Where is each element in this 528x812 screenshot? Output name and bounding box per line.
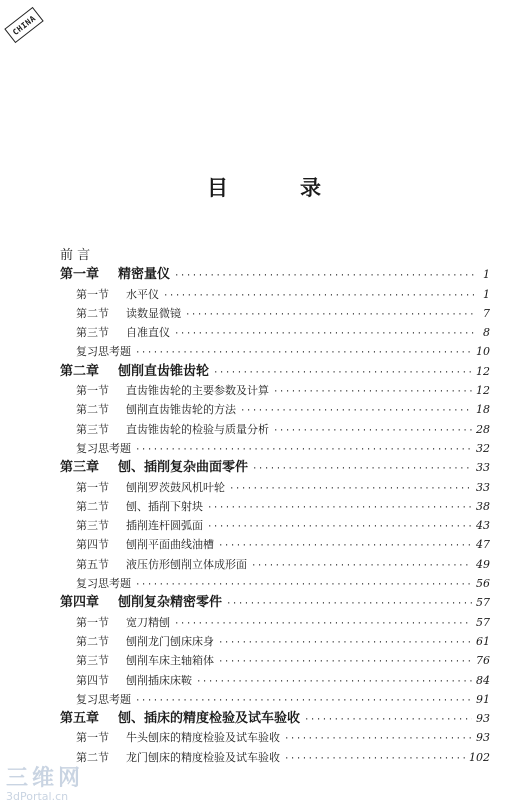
dot-leader [284, 750, 465, 769]
section-title: 刨削平面曲线油槽 [126, 538, 214, 552]
page-number: 57 [476, 596, 490, 610]
section-title: 水平仪 [126, 287, 159, 301]
dot-leader [185, 306, 474, 325]
page-number: 61 [476, 634, 490, 648]
page-number: 38 [476, 499, 490, 513]
page-number: 102 [469, 750, 490, 764]
section-title: 液压仿形刨削立体成形面 [126, 557, 247, 571]
watermark-url: 3dPortal.cn [6, 790, 69, 803]
toc-entry-section [60, 381, 490, 400]
watermark-logo-text: 三维网 [6, 766, 85, 791]
section-title: 牛头刨床的精度检验及试车验收 [126, 731, 280, 745]
toc-entry-preface [60, 246, 490, 265]
toc-entry-section [60, 535, 490, 554]
section-title: 龙门刨床的精度检验及试车验收 [126, 750, 280, 764]
page-number: 84 [476, 673, 490, 687]
toc-entry-section [60, 516, 490, 535]
dot-leader [196, 673, 472, 692]
review-title: 复习思考题 [76, 345, 131, 359]
dot-leader [218, 653, 472, 672]
dot-leader [207, 499, 472, 518]
dot-leader [174, 325, 474, 344]
toc-entry-section [60, 555, 490, 574]
page-number: 1 [483, 268, 490, 282]
toc-entry-section [60, 497, 490, 516]
section-title: 宽刀精刨 [126, 615, 170, 629]
toc-entry-section [60, 651, 490, 670]
page-number: 1 [483, 287, 490, 301]
section-number: 第一节 [76, 287, 109, 301]
chapter-title: 刨、插削复杂曲面零件 [118, 460, 249, 476]
section-title: 直齿锥齿轮的检验与质量分析 [126, 422, 269, 436]
dot-leader [218, 634, 472, 653]
section-number: 第三节 [76, 654, 109, 668]
section-number: 第一节 [76, 615, 109, 629]
site-watermark [6, 768, 84, 802]
dot-leader [226, 595, 472, 614]
chapter-title: 刨削复杂精密零件 [118, 595, 223, 611]
toc-entry-chapter [60, 265, 490, 284]
page-number: 7 [483, 306, 490, 320]
toc-entry-section [60, 400, 490, 419]
chapter-number: 第三章 [60, 460, 100, 476]
section-number: 第二节 [76, 403, 109, 417]
section-number: 第一节 [76, 384, 109, 398]
dot-leader [273, 383, 472, 402]
toc-entry-chapter [60, 593, 490, 612]
chapter-number: 第一章 [60, 267, 100, 283]
section-number: 第二节 [76, 499, 109, 513]
toc-entry-review [60, 574, 490, 593]
dot-leader [218, 537, 472, 556]
dot-leader [207, 518, 472, 537]
section-number: 第一节 [76, 731, 109, 745]
section-title: 刨、插削下射块 [126, 499, 203, 513]
page-number: 12 [476, 364, 490, 378]
toc-entry-section [60, 420, 490, 439]
toc-entry-chapter [60, 362, 490, 381]
toc-entry-section [60, 613, 490, 632]
toc-entry-section [60, 285, 490, 304]
dot-leader [163, 287, 474, 306]
page-number: 33 [476, 461, 490, 475]
toc-entry-section [60, 671, 490, 690]
preface-title: 前 言 [60, 248, 91, 263]
section-number: 第三节 [76, 326, 109, 340]
page-number: 18 [476, 403, 490, 417]
section-number: 第三节 [76, 519, 109, 533]
section-title: 读数显微镜 [126, 306, 181, 320]
section-number: 第四节 [76, 673, 109, 687]
dot-leader [229, 480, 472, 499]
page-number: 47 [476, 538, 490, 552]
toc-entry-review [60, 439, 490, 458]
section-number: 第一节 [76, 480, 109, 494]
section-title: 刨削直齿锥齿轮的方法 [126, 403, 236, 417]
page-number: 93 [476, 712, 490, 726]
chapter-number: 第五章 [60, 711, 100, 727]
page-number: 12 [476, 384, 490, 398]
toc-entry-section [60, 632, 490, 651]
dot-leader [240, 402, 472, 421]
review-title: 复习思考题 [76, 441, 131, 455]
page-number: 57 [476, 615, 490, 629]
section-title: 刨削车床主轴箱体 [126, 654, 214, 668]
dot-leader [273, 422, 472, 441]
page-number: 8 [483, 326, 490, 340]
section-number: 第二节 [76, 750, 109, 764]
review-title: 复习思考题 [76, 692, 131, 706]
page-number: 91 [476, 692, 490, 706]
toc-entry-section [60, 478, 490, 497]
section-number: 第四节 [76, 538, 109, 552]
section-number: 第二节 [76, 634, 109, 648]
dot-leader [251, 557, 472, 576]
dot-leader [252, 460, 472, 479]
page-number: 93 [476, 731, 490, 745]
chapter-number: 第二章 [60, 363, 100, 379]
page-number: 49 [476, 557, 490, 571]
toc-entry-section [60, 304, 490, 323]
section-number: 第五节 [76, 557, 109, 571]
page-number: 10 [476, 345, 490, 359]
chapter-title: 刨、插床的精度检验及试车验收 [118, 711, 301, 727]
toc-entry-section [60, 748, 490, 767]
section-title: 插削连杆圆弧面 [126, 519, 203, 533]
page-number: 43 [476, 519, 490, 533]
section-title: 刨削插床床鞍 [126, 673, 192, 687]
dot-leader [174, 267, 474, 286]
review-title: 复习思考题 [76, 577, 131, 591]
page-number: 33 [476, 480, 490, 494]
section-title: 自准直仪 [126, 326, 170, 340]
dot-leader [174, 615, 472, 634]
toc-entry-section [60, 323, 490, 342]
page-number: 32 [476, 441, 490, 455]
chapter-title: 刨削直齿锥齿轮 [118, 363, 210, 379]
section-title: 刨削龙门刨床床身 [126, 634, 214, 648]
section-title: 刨削罗茨鼓风机叶轮 [126, 480, 225, 494]
chapter-number: 第四章 [60, 595, 100, 611]
toc-entry-section [60, 728, 490, 747]
toc-entry-review [60, 342, 490, 361]
section-title: 直齿锥齿轮的主要参数及计算 [126, 384, 269, 398]
page-number: 76 [476, 654, 490, 668]
dot-leader [304, 711, 472, 730]
toc-entry-review [60, 690, 490, 709]
page-title: 目录 [207, 175, 393, 200]
section-number: 第二节 [76, 306, 109, 320]
toc-entry-chapter [60, 458, 490, 477]
china-stamp: CHINA [4, 7, 43, 43]
dot-leader [284, 730, 472, 749]
page-number: 28 [476, 422, 490, 436]
section-number: 第三节 [76, 422, 109, 436]
page-number: 56 [476, 577, 490, 591]
toc-entry-chapter [60, 709, 490, 728]
chapter-title: 精密量仪 [118, 267, 171, 283]
table-of-contents [60, 246, 490, 767]
